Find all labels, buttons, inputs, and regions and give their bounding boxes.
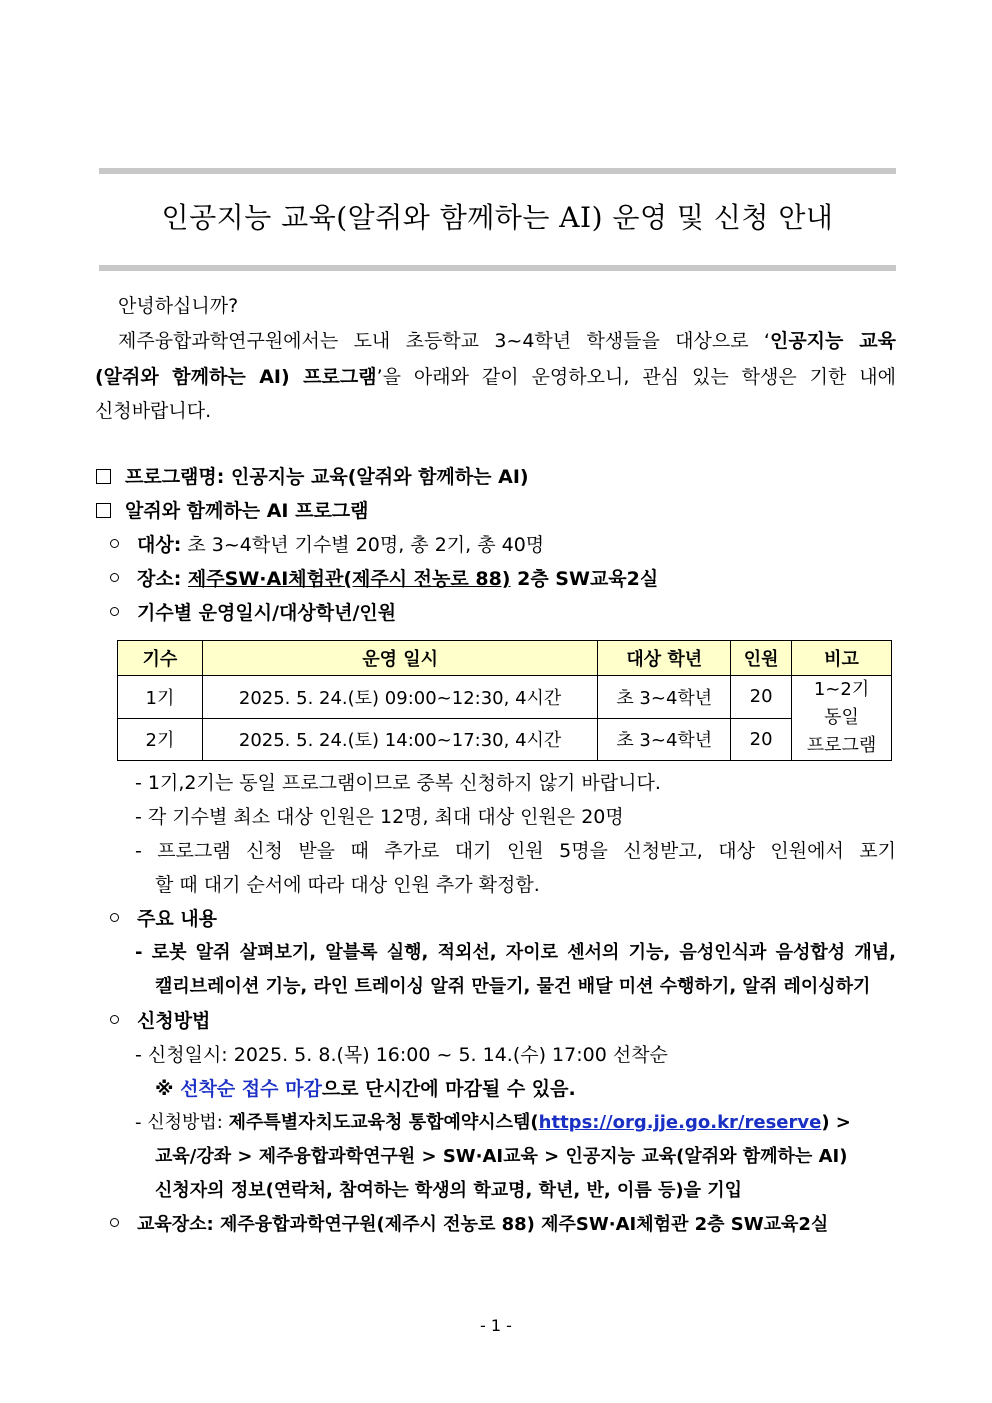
intro-text: 제주융합과학연구원에서는 도내 초등학교 3~4학년 학생들을 대상으로 ‘ xyxy=(118,330,770,352)
table-row xyxy=(118,676,892,719)
place-room: 2층 SW교육2실 xyxy=(510,568,659,590)
content-line-1: - 로봇 알쥐 살펴보기, 알블록 실행, 적외선, 자이로 센서의 기능, 음성인식과 음성합성 개념, xyxy=(135,942,896,963)
item-place xyxy=(110,566,658,592)
cell-datetime: 2025. 5. 24.(토) 09:00~12:30, 4시간 xyxy=(202,676,597,719)
item-schedule-heading xyxy=(110,600,396,626)
bullet-circle-icon xyxy=(110,573,119,582)
schedule-table xyxy=(117,640,892,761)
intro-line-2 xyxy=(95,364,896,390)
bullet-circle-icon xyxy=(110,913,119,922)
cell-count: 20 xyxy=(731,676,792,719)
note-line: 동일 xyxy=(824,707,859,728)
section-program xyxy=(96,498,369,524)
table-row xyxy=(118,718,892,761)
cell-grade: 초 3~4학년 xyxy=(598,676,731,719)
note-capacity: - 각 기수별 최소 대상 인원은 12명, 최대 대상 인원은 20명 xyxy=(135,806,624,828)
method-prefix: - 신청방법: xyxy=(135,1112,229,1133)
greeting: 안녕하십니까? xyxy=(118,295,239,317)
place-address: 제주SW·AI체험관(제주시 전농로 88) xyxy=(187,568,511,590)
title-bottom-rule xyxy=(99,265,896,271)
header-count: 인원 xyxy=(731,641,792,676)
bullet-circle-icon xyxy=(110,539,119,548)
header-datetime: 운영 일시 xyxy=(202,641,597,676)
item-content-heading xyxy=(110,906,217,932)
document-title: 인공지능 교육(알쥐와 함께하는 AI) 운영 및 신청 안내 xyxy=(161,201,834,234)
cell-cohort: 2기 xyxy=(118,718,203,761)
apply-method xyxy=(135,1110,851,1136)
cell-cohort: 1기 xyxy=(118,676,203,719)
program-name-bold: 인공지능 교육 xyxy=(769,330,896,352)
warning-text: 으로 단시간에 마감될 수 있음. xyxy=(321,1078,576,1100)
apply-path: 교육/강좌 > 제주융합과학연구원 > SW·AI교육 > 인공지능 교육(알쥐와 함께하는 AI) xyxy=(155,1146,848,1167)
method-system: 제주특별자치도교육청 통합예약시스템( xyxy=(228,1112,539,1133)
item-venue xyxy=(110,1212,828,1238)
content-heading-text: 주요 내용 xyxy=(137,908,218,930)
apply-heading-text: 신청방법 xyxy=(137,1010,211,1032)
section-text: 알쥐와 함께하는 AI 프로그램 xyxy=(125,500,369,522)
page-number: - 1 - xyxy=(480,1316,512,1335)
note-waitlist-2: 할 때 대기 순서에 따라 대상 인원 추가 확정함. xyxy=(155,874,540,896)
bullet-circle-icon xyxy=(110,1218,119,1227)
venue-text: 교육장소: 제주융합과학연구원(제주시 전농로 88) 제주SW·AI체험관 2층 SW교육2실 xyxy=(137,1214,829,1235)
cell-note xyxy=(792,676,892,761)
target-label: 대상: xyxy=(137,534,182,556)
intro-line-3: 신청바랍니다. xyxy=(95,400,212,422)
intro-line-1 xyxy=(118,328,896,354)
target-value: 초 3~4학년 기수별 20명, 총 2기, 총 40명 xyxy=(181,534,545,556)
note-waitlist-1: - 프로그램 신청 받을 때 추가로 대기 인원 5명을 신청받고, 대상 인원에서 포기 xyxy=(135,840,896,862)
item-apply-heading xyxy=(110,1008,210,1034)
bullet-circle-icon xyxy=(110,607,119,616)
schedule-heading-text: 기수별 운영일시/대상학년/인원 xyxy=(137,602,397,624)
header-grade: 대상 학년 xyxy=(598,641,731,676)
intro-text-2: ’을 아래와 같이 운영하오니, 관심 있는 학생은 기한 내에 xyxy=(376,366,896,388)
table-header-row xyxy=(118,641,892,676)
section-program-name xyxy=(96,464,529,490)
apply-date: - 신청일시: 2025. 5. 8.(목) 16:00 ~ 5. 14.(수) 17:00 선착순 xyxy=(135,1044,668,1066)
reserve-link[interactable]: https://org.jje.go.kr/reserve xyxy=(538,1112,822,1133)
checkbox-square-icon xyxy=(96,469,111,484)
cell-grade: 초 3~4학년 xyxy=(598,718,731,761)
apply-warning xyxy=(155,1076,576,1102)
apply-info: 신청자의 정보(연락처, 참여하는 학생의 학교명, 학년, 반, 이름 등)을 기입 xyxy=(155,1180,743,1201)
reference-mark: ※ xyxy=(155,1078,181,1100)
place-label: 장소: xyxy=(137,568,188,590)
header-note: 비고 xyxy=(792,641,892,676)
header-cohort: 기수 xyxy=(118,641,203,676)
warning-highlight: 선착순 접수 마감 xyxy=(180,1078,322,1100)
content-line-2: 캘리브레이션 기능, 라인 트레이싱 알쥐 만들기, 물건 배달 미션 수행하기, 알쥐 레이싱하기 xyxy=(155,976,871,997)
title-top-rule xyxy=(99,168,896,174)
cell-datetime: 2025. 5. 24.(토) 14:00~17:30, 4시간 xyxy=(202,718,597,761)
note-line: 프로그램 xyxy=(806,735,877,756)
cell-count: 20 xyxy=(731,718,792,761)
program-name-bold-2: (알쥐와 함께하는 AI) 프로그램 xyxy=(95,366,377,388)
note-line: 1~2기 xyxy=(813,679,870,700)
note-duplicate: - 1기,2기는 동일 프로그램이므로 중복 신청하지 않기 바랍니다. xyxy=(135,772,661,794)
bullet-circle-icon xyxy=(110,1015,119,1024)
checkbox-square-icon xyxy=(96,503,111,518)
item-target xyxy=(110,532,544,558)
method-end: ) > xyxy=(821,1112,851,1133)
section-text: 프로그램명: 인공지능 교육(알쥐와 함께하는 AI) xyxy=(125,466,529,488)
